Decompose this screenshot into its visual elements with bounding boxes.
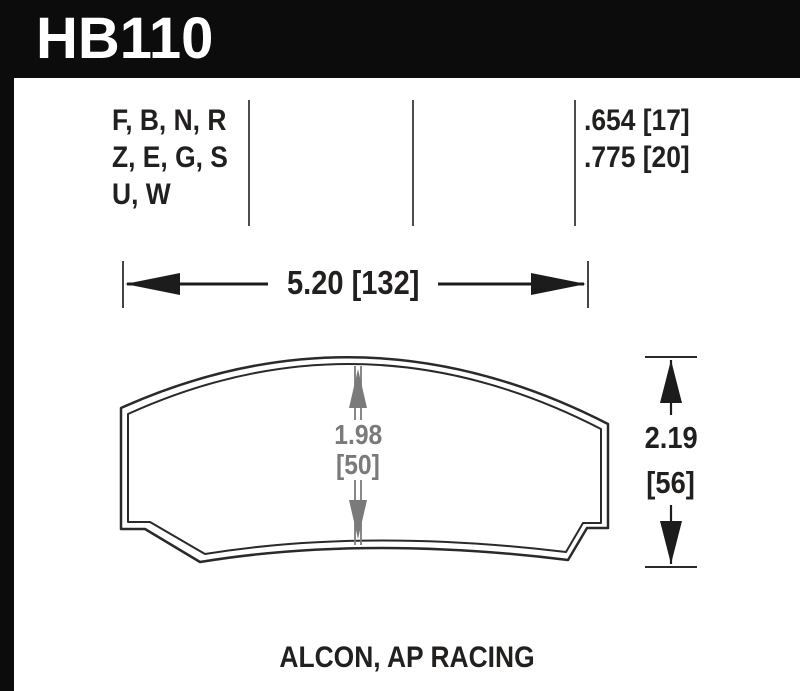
overall-height-label (611, 415, 731, 505)
up-arrowhead-icon (660, 360, 682, 403)
overall-height-millimeters: [56] (643, 460, 699, 505)
compound-codes-line: U, W (112, 178, 171, 211)
applications-footer (14, 641, 800, 675)
part-number: HB110 (36, 6, 214, 71)
compound-codes-line: Z, E, G, S (112, 141, 228, 174)
overall-height-inches: 2.19 (641, 415, 701, 460)
width-dimension-label (153, 262, 553, 304)
pad-height-inches: 1.98 (330, 420, 387, 450)
pad-thickness-line: .775 [20] (584, 141, 690, 174)
compound-codes-line: F, B, N, R (112, 104, 227, 137)
pad-height-millimeters: [50] (332, 450, 385, 480)
pad-thickness-line: .654 [17] (584, 104, 690, 137)
applications-text: ALCON, AP RACING (279, 641, 535, 674)
down-arrowhead-icon (660, 521, 682, 564)
pad-center-dimension-label (298, 420, 418, 480)
width-dimension-value: 5.20 [132] (286, 264, 420, 301)
